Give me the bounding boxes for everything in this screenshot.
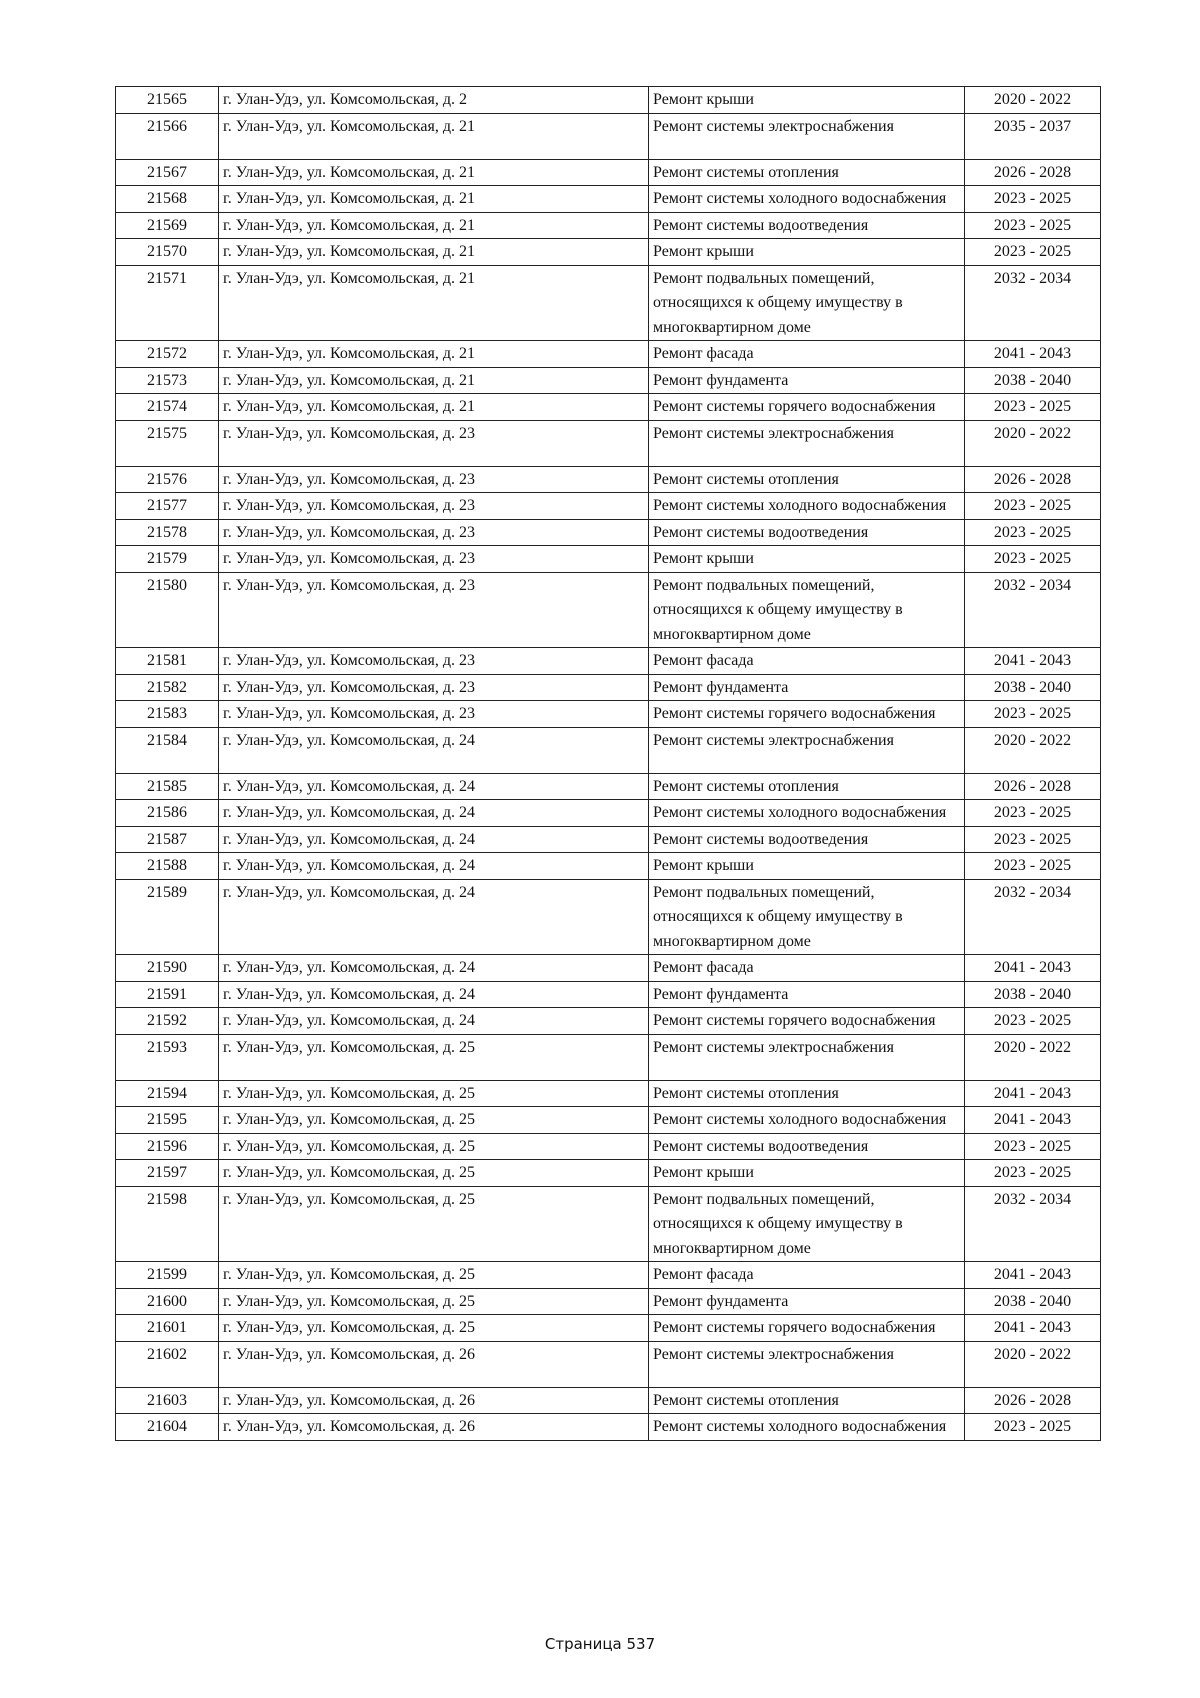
table-row — [116, 341, 1101, 368]
row-address: г. Улан-Удэ, ул. Комсомольская, д. 26 — [219, 1414, 649, 1441]
row-period: 2023 - 2025 — [965, 826, 1101, 853]
row-period: 2023 - 2025 — [965, 701, 1101, 728]
row-work-type: Ремонт фасада — [649, 955, 965, 982]
row-period: 2023 - 2025 — [965, 546, 1101, 573]
row-period: 2020 - 2022 — [965, 87, 1101, 114]
row-work-type: Ремонт фасада — [649, 341, 965, 368]
row-work-type: Ремонт фундамента — [649, 674, 965, 701]
table-row — [116, 1315, 1101, 1342]
row-address: г. Улан-Удэ, ул. Комсомольская, д. 25 — [219, 1107, 649, 1134]
table-row — [116, 727, 1101, 773]
row-period: 2038 - 2040 — [965, 674, 1101, 701]
row-work-type: Ремонт фундамента — [649, 981, 965, 1008]
row-number: 21576 — [116, 466, 219, 493]
row-number: 21574 — [116, 394, 219, 421]
row-period: 2032 - 2034 — [965, 879, 1101, 955]
row-period: 2023 - 2025 — [965, 394, 1101, 421]
table-row — [116, 265, 1101, 341]
row-period: 2023 - 2025 — [965, 800, 1101, 827]
row-work-type: Ремонт системы отопления — [649, 159, 965, 186]
row-work-type: Ремонт системы горячего водоснабжения — [649, 1315, 965, 1342]
row-number: 21582 — [116, 674, 219, 701]
row-work-type: Ремонт крыши — [649, 853, 965, 880]
row-period: 2038 - 2040 — [965, 367, 1101, 394]
table-row — [116, 853, 1101, 880]
table-row — [116, 87, 1101, 114]
row-number: 21580 — [116, 572, 219, 648]
table-row — [116, 1008, 1101, 1035]
row-number: 21594 — [116, 1080, 219, 1107]
row-address: г. Улан-Удэ, ул. Комсомольская, д. 23 — [219, 674, 649, 701]
row-work-type: Ремонт системы водоотведения — [649, 826, 965, 853]
row-address: г. Улан-Удэ, ул. Комсомольская, д. 21 — [219, 394, 649, 421]
table-row — [116, 212, 1101, 239]
row-work-type: Ремонт системы водоотведения — [649, 1133, 965, 1160]
row-work-type: Ремонт системы водоотведения — [649, 212, 965, 239]
row-period: 2041 - 2043 — [965, 648, 1101, 675]
row-work-type: Ремонт фундамента — [649, 367, 965, 394]
row-period: 2041 - 2043 — [965, 955, 1101, 982]
row-period: 2041 - 2043 — [965, 1080, 1101, 1107]
table-row — [116, 648, 1101, 675]
row-number: 21602 — [116, 1341, 219, 1387]
row-period: 2026 - 2028 — [965, 773, 1101, 800]
row-address: г. Улан-Удэ, ул. Комсомольская, д. 25 — [219, 1262, 649, 1289]
row-period: 2041 - 2043 — [965, 341, 1101, 368]
table-row — [116, 955, 1101, 982]
table-row — [116, 1160, 1101, 1187]
table-row — [116, 1186, 1101, 1262]
row-work-type: Ремонт системы холодного водоснабжения — [649, 1107, 965, 1134]
row-work-type: Ремонт системы электроснабжения — [649, 727, 965, 773]
row-period: 2023 - 2025 — [965, 1160, 1101, 1187]
row-number: 21565 — [116, 87, 219, 114]
table-row — [116, 367, 1101, 394]
row-period: 2020 - 2022 — [965, 420, 1101, 466]
row-number: 21592 — [116, 1008, 219, 1035]
row-work-type: Ремонт системы холодного водоснабжения — [649, 1414, 965, 1441]
table-row — [116, 239, 1101, 266]
row-period: 2038 - 2040 — [965, 1288, 1101, 1315]
row-address: г. Улан-Удэ, ул. Комсомольская, д. 21 — [219, 265, 649, 341]
row-period: 2026 - 2028 — [965, 466, 1101, 493]
row-number: 21581 — [116, 648, 219, 675]
table-row — [116, 420, 1101, 466]
row-address: г. Улан-Удэ, ул. Комсомольская, д. 25 — [219, 1080, 649, 1107]
row-number: 21597 — [116, 1160, 219, 1187]
row-period: 2023 - 2025 — [965, 519, 1101, 546]
row-number: 21578 — [116, 519, 219, 546]
row-number: 21599 — [116, 1262, 219, 1289]
row-address: г. Улан-Удэ, ул. Комсомольская, д. 25 — [219, 1133, 649, 1160]
row-address: г. Улан-Удэ, ул. Комсомольская, д. 24 — [219, 853, 649, 880]
table-row — [116, 493, 1101, 520]
row-number: 21595 — [116, 1107, 219, 1134]
row-address: г. Улан-Удэ, ул. Комсомольская, д. 25 — [219, 1186, 649, 1262]
table-row — [116, 674, 1101, 701]
row-period: 2023 - 2025 — [965, 239, 1101, 266]
table-row — [116, 773, 1101, 800]
row-number: 21587 — [116, 826, 219, 853]
row-address: г. Улан-Удэ, ул. Комсомольская, д. 24 — [219, 773, 649, 800]
row-address: г. Улан-Удэ, ул. Комсомольская, д. 24 — [219, 727, 649, 773]
table-row — [116, 186, 1101, 213]
row-address: г. Улан-Удэ, ул. Комсомольская, д. 21 — [219, 113, 649, 159]
row-work-type: Ремонт системы отопления — [649, 1387, 965, 1414]
row-address: г. Улан-Удэ, ул. Комсомольская, д. 21 — [219, 186, 649, 213]
row-number: 21566 — [116, 113, 219, 159]
row-period: 2026 - 2028 — [965, 159, 1101, 186]
row-address: г. Улан-Удэ, ул. Комсомольская, д. 23 — [219, 420, 649, 466]
row-number: 21585 — [116, 773, 219, 800]
row-address: г. Улан-Удэ, ул. Комсомольская, д. 25 — [219, 1160, 649, 1187]
table-row — [116, 1288, 1101, 1315]
table-row — [116, 572, 1101, 648]
row-number: 21588 — [116, 853, 219, 880]
row-period: 2041 - 2043 — [965, 1262, 1101, 1289]
row-number: 21593 — [116, 1034, 219, 1080]
row-work-type: Ремонт подвальных помещений, относящихся к общему имуществу в многоквартирном доме — [649, 265, 965, 341]
row-number: 21604 — [116, 1414, 219, 1441]
row-address: г. Улан-Удэ, ул. Комсомольская, д. 25 — [219, 1034, 649, 1080]
row-work-type: Ремонт системы горячего водоснабжения — [649, 1008, 965, 1035]
table-row — [116, 981, 1101, 1008]
row-work-type: Ремонт крыши — [649, 546, 965, 573]
row-work-type: Ремонт системы холодного водоснабжения — [649, 186, 965, 213]
table-row — [116, 1387, 1101, 1414]
row-work-type: Ремонт системы электроснабжения — [649, 113, 965, 159]
row-address: г. Улан-Удэ, ул. Комсомольская, д. 23 — [219, 701, 649, 728]
row-period: 2026 - 2028 — [965, 1387, 1101, 1414]
row-number: 21596 — [116, 1133, 219, 1160]
row-period: 2023 - 2025 — [965, 212, 1101, 239]
table-row — [116, 159, 1101, 186]
row-number: 21586 — [116, 800, 219, 827]
row-period: 2023 - 2025 — [965, 1133, 1101, 1160]
row-number: 21568 — [116, 186, 219, 213]
row-period: 2032 - 2034 — [965, 265, 1101, 341]
row-number: 21571 — [116, 265, 219, 341]
row-number: 21570 — [116, 239, 219, 266]
table-row — [116, 1034, 1101, 1080]
table-row — [116, 800, 1101, 827]
row-work-type: Ремонт крыши — [649, 87, 965, 114]
row-period: 2041 - 2043 — [965, 1315, 1101, 1342]
row-address: г. Улан-Удэ, ул. Комсомольская, д. 26 — [219, 1341, 649, 1387]
row-work-type: Ремонт фасада — [649, 648, 965, 675]
row-work-type: Ремонт крыши — [649, 1160, 965, 1187]
row-work-type: Ремонт системы отопления — [649, 1080, 965, 1107]
row-number: 21579 — [116, 546, 219, 573]
row-number: 21589 — [116, 879, 219, 955]
row-work-type: Ремонт системы отопления — [649, 773, 965, 800]
row-address: г. Улан-Удэ, ул. Комсомольская, д. 21 — [219, 239, 649, 266]
table-row — [116, 1080, 1101, 1107]
row-number: 21590 — [116, 955, 219, 982]
row-number: 21577 — [116, 493, 219, 520]
table-row — [116, 1341, 1101, 1387]
row-work-type: Ремонт фасада — [649, 1262, 965, 1289]
row-number: 21600 — [116, 1288, 219, 1315]
row-address: г. Улан-Удэ, ул. Комсомольская, д. 26 — [219, 1387, 649, 1414]
row-period: 2041 - 2043 — [965, 1107, 1101, 1134]
row-period: 2023 - 2025 — [965, 853, 1101, 880]
table-row — [116, 879, 1101, 955]
row-work-type: Ремонт системы отопления — [649, 466, 965, 493]
row-work-type: Ремонт подвальных помещений, относящихся к общему имуществу в многоквартирном доме — [649, 1186, 965, 1262]
row-number: 21584 — [116, 727, 219, 773]
table-row — [116, 826, 1101, 853]
row-work-type: Ремонт системы холодного водоснабжения — [649, 493, 965, 520]
row-address: г. Улан-Удэ, ул. Комсомольская, д. 21 — [219, 367, 649, 394]
table-row — [116, 546, 1101, 573]
row-period: 2023 - 2025 — [965, 1008, 1101, 1035]
row-work-type: Ремонт системы водоотведения — [649, 519, 965, 546]
table-row — [116, 394, 1101, 421]
row-period: 2020 - 2022 — [965, 727, 1101, 773]
row-address: г. Улан-Удэ, ул. Комсомольская, д. 2 — [219, 87, 649, 114]
row-address: г. Улан-Удэ, ул. Комсомольская, д. 23 — [219, 648, 649, 675]
row-work-type: Ремонт подвальных помещений, относящихся к общему имуществу в многоквартирном доме — [649, 572, 965, 648]
row-address: г. Улан-Удэ, ул. Комсомольская, д. 25 — [219, 1288, 649, 1315]
row-address: г. Улан-Удэ, ул. Комсомольская, д. 23 — [219, 572, 649, 648]
table-row — [116, 1262, 1101, 1289]
row-number: 21583 — [116, 701, 219, 728]
row-address: г. Улан-Удэ, ул. Комсомольская, д. 23 — [219, 519, 649, 546]
row-address: г. Улан-Удэ, ул. Комсомольская, д. 24 — [219, 955, 649, 982]
row-number: 21601 — [116, 1315, 219, 1342]
row-number: 21575 — [116, 420, 219, 466]
row-address: г. Улан-Удэ, ул. Комсомольская, д. 21 — [219, 341, 649, 368]
row-period: 2032 - 2034 — [965, 1186, 1101, 1262]
table-row — [116, 113, 1101, 159]
row-address: г. Улан-Удэ, ул. Комсомольская, д. 24 — [219, 826, 649, 853]
row-address: г. Улан-Удэ, ул. Комсомольская, д. 23 — [219, 466, 649, 493]
row-address: г. Улан-Удэ, ул. Комсомольская, д. 23 — [219, 546, 649, 573]
row-number: 21567 — [116, 159, 219, 186]
table-row — [116, 701, 1101, 728]
table-row — [116, 1414, 1101, 1441]
row-number: 21603 — [116, 1387, 219, 1414]
page-number: Страница 537 — [544, 1635, 656, 1653]
row-address: г. Улан-Удэ, ул. Комсомольская, д. 25 — [219, 1315, 649, 1342]
row-work-type: Ремонт системы электроснабжения — [649, 1341, 965, 1387]
row-number: 21598 — [116, 1186, 219, 1262]
repair-schedule-table — [115, 86, 1101, 1441]
row-address: г. Улан-Удэ, ул. Комсомольская, д. 24 — [219, 800, 649, 827]
row-work-type: Ремонт подвальных помещений, относящихся к общему имуществу в многоквартирном доме — [649, 879, 965, 955]
row-address: г. Улан-Удэ, ул. Комсомольская, д. 24 — [219, 981, 649, 1008]
row-work-type: Ремонт системы горячего водоснабжения — [649, 701, 965, 728]
row-period: 2023 - 2025 — [965, 493, 1101, 520]
row-work-type: Ремонт системы горячего водоснабжения — [649, 394, 965, 421]
row-number: 21569 — [116, 212, 219, 239]
row-address: г. Улан-Удэ, ул. Комсомольская, д. 24 — [219, 879, 649, 955]
table-row — [116, 519, 1101, 546]
row-address: г. Улан-Удэ, ул. Комсомольская, д. 24 — [219, 1008, 649, 1035]
row-address: г. Улан-Удэ, ул. Комсомольская, д. 21 — [219, 159, 649, 186]
row-period: 2038 - 2040 — [965, 981, 1101, 1008]
row-period: 2023 - 2025 — [965, 1414, 1101, 1441]
table-body — [116, 87, 1101, 1441]
row-period: 2032 - 2034 — [965, 572, 1101, 648]
row-work-type: Ремонт крыши — [649, 239, 965, 266]
row-number: 21591 — [116, 981, 219, 1008]
row-work-type: Ремонт системы электроснабжения — [649, 1034, 965, 1080]
row-address: г. Улан-Удэ, ул. Комсомольская, д. 21 — [219, 212, 649, 239]
table-row — [116, 466, 1101, 493]
row-work-type: Ремонт фундамента — [649, 1288, 965, 1315]
table-row — [116, 1133, 1101, 1160]
row-work-type: Ремонт системы электроснабжения — [649, 420, 965, 466]
row-work-type: Ремонт системы холодного водоснабжения — [649, 800, 965, 827]
row-period: 2020 - 2022 — [965, 1341, 1101, 1387]
table-row — [116, 1107, 1101, 1134]
row-address: г. Улан-Удэ, ул. Комсомольская, д. 23 — [219, 493, 649, 520]
row-period: 2035 - 2037 — [965, 113, 1101, 159]
row-number: 21572 — [116, 341, 219, 368]
row-number: 21573 — [116, 367, 219, 394]
row-period: 2020 - 2022 — [965, 1034, 1101, 1080]
row-period: 2023 - 2025 — [965, 186, 1101, 213]
